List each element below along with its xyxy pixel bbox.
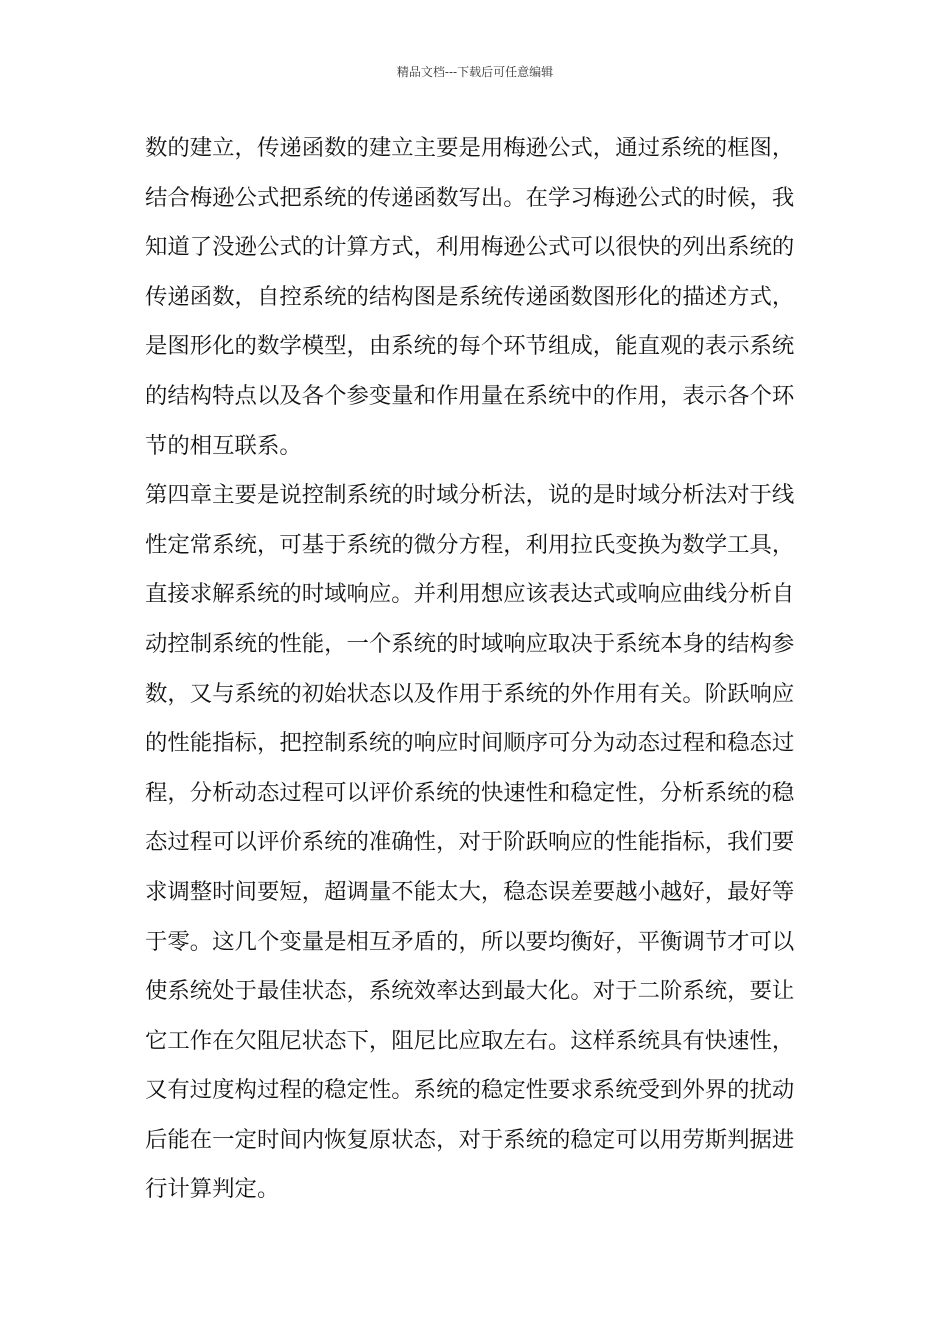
text-line: 后能在一定时间内恢复原状态，对于系统的稳定可以用劳斯判据进 xyxy=(145,1126,795,1153)
body-text xyxy=(145,128,805,1219)
text-line: 性定常系统，可基于系统的微分方程，利用拉氏变换为数学工具， xyxy=(145,531,795,558)
text-line: 结合梅逊公式把系统的传递函数写出。在学习梅逊公式的时候，我 xyxy=(145,184,795,211)
text-line: 动控制系统的性能，一个系统的时域响应取决于系统本身的结构参 xyxy=(145,630,795,657)
text-line: 行计算判定。 xyxy=(145,1176,280,1203)
text-line: 是图形化的数学模型，由系统的每个环节组成，能直观的表示系统 xyxy=(145,333,795,360)
text-line: 知道了没逊公式的计算方式，利用梅逊公式可以很快的列出系统的 xyxy=(145,234,795,261)
text-line: 的性能指标，把控制系统的响应时间顺序可分为动态过程和稳态过 xyxy=(145,730,795,757)
text-line: 直接求解系统的时域响应。并利用想应该表达式或响应曲线分析自 xyxy=(145,581,795,608)
text-line: 第四章主要是说控制系统的时域分析法，说的是时域分析法对于线 xyxy=(145,482,795,509)
text-line: 使系统处于最佳状态，系统效率达到最大化。对于二阶系统，要让 xyxy=(145,978,795,1005)
text-line: 态过程可以评价系统的准确性，对于阶跃响应的性能指标，我们要 xyxy=(145,829,795,856)
text-line: 于零。这几个变量是相互矛盾的，所以要均衡好，平衡调节才可以 xyxy=(145,928,795,955)
text-line: 的结构特点以及各个参变量和作用量在系统中的作用，表示各个环 xyxy=(145,382,795,409)
page-header: 精品文档---下载后可任意编辑 xyxy=(396,65,554,79)
text-line: 求调整时间要短，超调量不能太大，稳态误差要越小越好，最好等 xyxy=(145,878,795,905)
text-line: 程，分析动态过程可以评价系统的快速性和稳定性，分析系统的稳 xyxy=(145,779,795,806)
text-line: 数的建立，传递函数的建立主要是用梅逊公式，通过系统的框图， xyxy=(145,135,795,161)
text-line: 数，又与系统的初始状态以及作用于系统的外作用有关。阶跃响应 xyxy=(145,680,795,707)
text-line: 节的相互联系。 xyxy=(145,432,302,459)
text-line: 传递函数，自控系统的结构图是系统传递函数图形化的描述方式， xyxy=(145,283,795,310)
text-line: 又有过度构过程的稳定性。系统的稳定性要求系统受到外界的扰动 xyxy=(145,1077,795,1104)
text-line: 它工作在欠阻尼状态下，阻尼比应取左右。这样系统具有快速性， xyxy=(145,1027,795,1054)
